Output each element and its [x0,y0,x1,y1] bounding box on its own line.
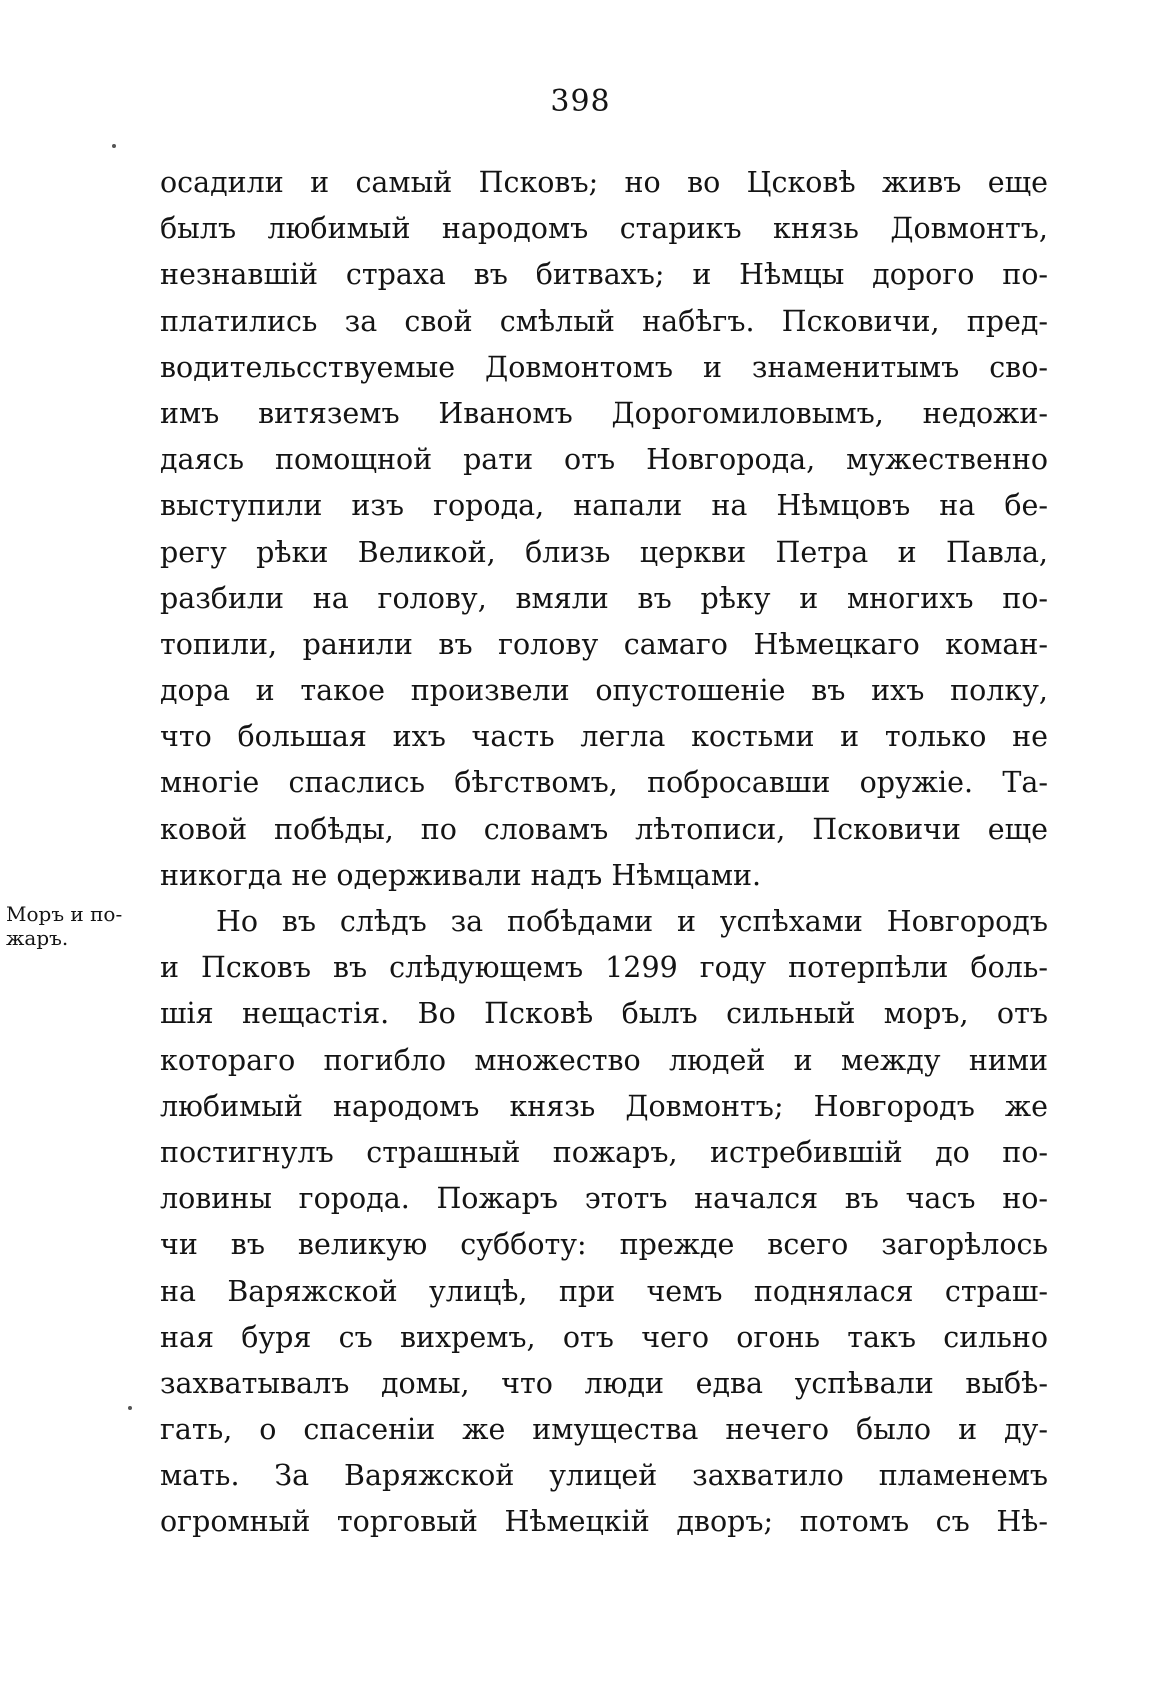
ink-speck [112,144,116,148]
text-line: ковой побѣды, по словамъ лѣтописи, Псковичи еще [160,812,1048,846]
text-line: шія нещастія. Во Псковѣ былъ сильный моръ, отъ [160,997,1048,1031]
text-line: водительсствуемые Довмонтомъ и знаменитымъ сво- [160,350,1048,384]
text-line: ловины города. Пожаръ этотъ начался въ часъ но- [160,1182,1048,1216]
text-line: многіе спаслись бѣгствомъ, побросавши оружіе. Та- [160,766,1048,800]
text-line: разбили на голову, вмяли въ рѣку и многихъ по- [160,581,1048,615]
text-line: и Псковъ въ слѣдующемъ 1299 году потерпѣли боль- [160,951,1048,985]
text-line: постигнулъ страшный пожаръ, истребившій до по- [160,1135,1048,1169]
margin-note-line: жаръ. [6,926,69,950]
text-line: любимый народомъ князь Довмонтъ; Новгородъ же [160,1089,1048,1123]
text-line: захватывалъ домы, что люди едва успѣвали выбѣ- [160,1366,1048,1400]
text-line: огромный торговый Нѣмецкій дворъ; потомъ съ Нѣ- [160,1505,1048,1539]
text-line: былъ любимый народомъ старикъ князь Довмонтъ, [160,212,1048,246]
ink-speck [128,1406,132,1410]
text-line: осадили и самый Псковъ; но во Цсковѣ живъ еще [160,166,1048,199]
page-number: 398 [550,84,611,119]
margin-note-line: Моръ и по- [6,902,123,926]
text-line: выступили изъ города, напали на Нѣмцовъ на бе- [160,489,1048,523]
text-line: топили, ранили въ голову самаго Нѣмецкаго коман- [160,627,1048,661]
text-line: ная буря съ вихремъ, отъ чего огонь такъ сильно [160,1320,1048,1354]
text-line: на Варяжской улицѣ, при чемъ поднялася страш- [160,1274,1048,1308]
text-line: регу рѣки Великой, близь церкви Петра и Павла, [160,535,1048,569]
text-line: имъ витяземъ Иваномъ Дорогомиловымъ, недожи- [160,396,1048,430]
text-line: незнавшій страха въ битвахъ; и Нѣмцы дорого по- [160,258,1048,292]
text-line: чи въ великую субботу: прежде всего загорѣлось [160,1228,1048,1262]
paragraph-first-line: Но въ слѣдъ за побѣдами и успѣхами Новгородъ [216,905,1048,938]
text-line: мать. За Варяжской улицей захватило пламенемъ [160,1459,1048,1493]
text-line: никогда не одерживали надъ Нѣмцами. [160,858,762,892]
text-line: даясь помощной рати отъ Новгорода, мужественно [160,443,1048,477]
text-line: дора и такое произвели опустошеніе въ ихъ полку, [160,674,1048,708]
margin-note [6,902,156,950]
text-line: платились за свой смѣлый набѣгъ. Псковичи, пред- [160,304,1048,338]
body-text [160,160,1048,1546]
text-line: гать, о спасеніи же имущества нечего было и ду- [160,1413,1048,1447]
text-line: котораго погибло множество людей и между ними [160,1043,1048,1077]
text-line: что большая ихъ часть легла костьми и только не [160,720,1048,754]
